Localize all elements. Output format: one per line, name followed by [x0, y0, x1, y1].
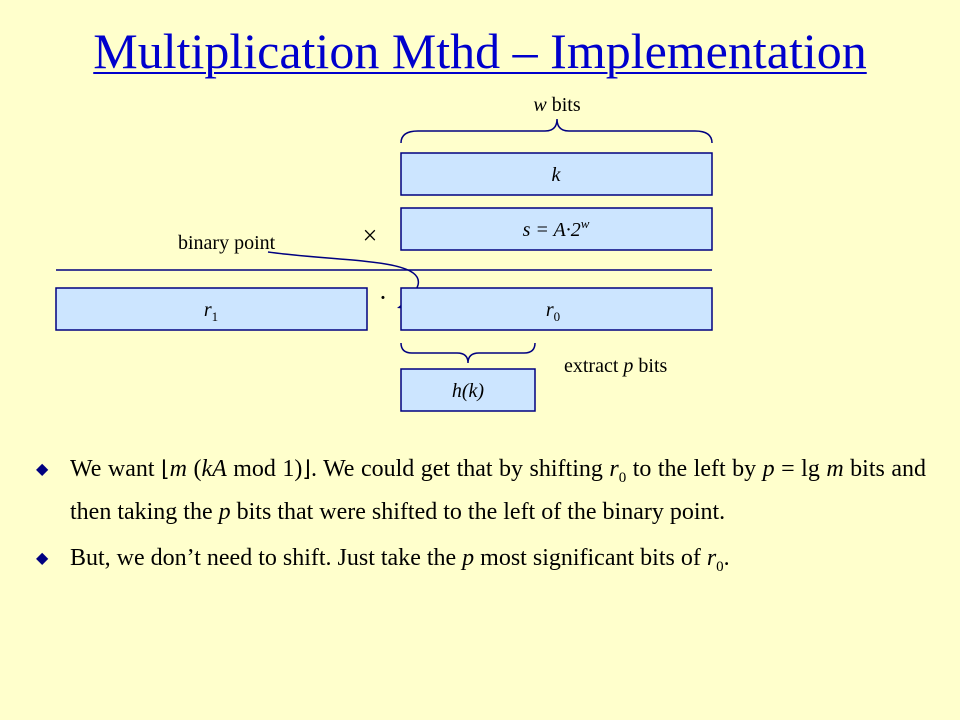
multiply-symbol: × [362, 221, 378, 250]
k-box [401, 153, 712, 195]
r1-box [56, 288, 367, 330]
slide-title: Multiplication Mthd – Implementation [93, 23, 867, 79]
bullet-item [36, 452, 926, 529]
s-label: $s = A\cdot 2^w$ [522, 216, 590, 241]
bullet-text: We want ⌊m (kA mod 1)⌋. We could get that by shifting $r_0$ to the left by p = lg m bits and then taking the p bits that were shifted to the left of the binary point. [70, 456, 926, 525]
r0-label: $r_0$ [545, 299, 561, 324]
w-bits-brace [401, 119, 712, 143]
k-label: k [551, 164, 561, 186]
extract-brace [401, 343, 535, 363]
extract-label: extract p bits [564, 355, 668, 377]
w-bits-label: w bits [533, 94, 581, 116]
diamond-bullet-icon: ◆ [36, 461, 49, 478]
binary-point-label: binary point [178, 232, 276, 254]
hk-label: h(k) [451, 380, 485, 402]
bullet-text: But, we don’t need to shift. Just take the p most significant bits of $r_0$. [70, 544, 730, 575]
r0-box [401, 288, 712, 330]
bullet-item [36, 541, 926, 584]
binary-point-dot: · [378, 283, 388, 312]
bullet-list [36, 452, 926, 596]
hk-box [401, 369, 535, 411]
r1-label: $r_1$ [203, 299, 219, 324]
s-box [401, 208, 712, 250]
diamond-bullet-icon: ◆ [36, 549, 49, 567]
